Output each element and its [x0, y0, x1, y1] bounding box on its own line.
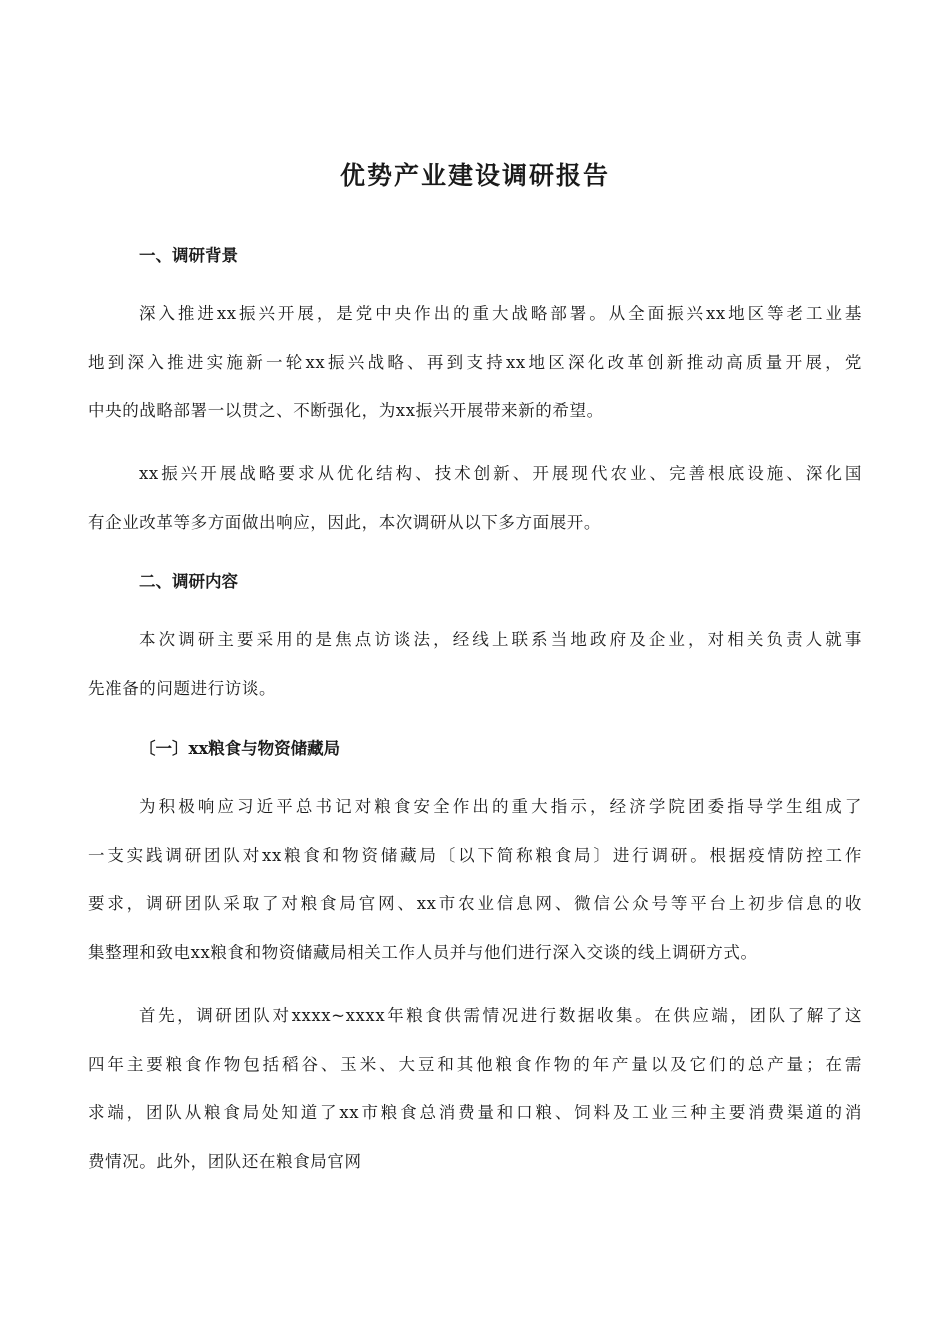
- text-line: 求端，团队从粮食局处知道了xx市粮食总消费量和口粮、饲料及工业三种主要消费渠道的消: [88, 1103, 862, 1122]
- paragraph-grain-bureau-1: [88, 783, 862, 977]
- text-line: 首先，调研团队对xxxx~xxxx年粮食供需情况进行数据收集。在供应端，团队了解了这: [139, 1006, 862, 1025]
- document-title: 优势产业建设调研报告: [339, 161, 610, 190]
- subsection-heading-grain-bureau: 〔一〕xx粮食与物资储藏局: [139, 739, 341, 758]
- text-line: 费情况。此外，团队还在粮食局官网: [88, 1151, 362, 1171]
- text-line: 中央的战略部署一以贯之、不断强化，为xx振兴开展带来新的希望。: [88, 401, 604, 420]
- text-line: 本次调研主要采用的是焦点访谈法，经线上联系当地政府及企业，对相关负责人就事: [139, 630, 862, 649]
- text-line: 一支实践调研团队对xx粮食和物资储藏局〔以下简称粮食局〕进行调研。根据疫情防控工作: [88, 845, 862, 865]
- text-line: 四年主要粮食作物包括稻谷、玉米、大豆和其他粮食作物的年产量以及它们的总产量；在需: [88, 1054, 862, 1074]
- section-heading-background: 一、调研背景: [139, 246, 238, 265]
- text-line: 深入推进xx振兴开展，是党中央作出的重大战略部署。从全面振兴xx地区等老工业基: [139, 304, 862, 323]
- paragraph-background-1: [88, 290, 862, 436]
- text-line: 为积极响应习近平总书记对粮食安全作出的重大指示，经济学院团委指导学生组成了: [139, 797, 862, 816]
- paragraph-grain-bureau-2: [88, 992, 862, 1186]
- paragraph-background-2: [88, 450, 862, 547]
- text-line: xx振兴开展战略要求从优化结构、技术创新、开展现代农业、完善根底设施、深化国: [139, 464, 862, 483]
- text-line: 集整理和致电xx粮食和物资储藏局相关工作人员并与他们进行深入交谈的线上调研方式。: [88, 942, 758, 962]
- text-line: 有企业改革等多方面做出响应，因此，本次调研从以下多方面展开。: [88, 512, 601, 532]
- section-heading-content: 二、调研内容: [139, 572, 238, 591]
- text-line: 先准备的问题进行访谈。: [88, 678, 277, 698]
- text-line: 要求，调研团队采取了对粮食局官网、xx市农业信息网、微信公众号等平台上初步信息的收: [88, 894, 862, 913]
- text-line: 地到深入推进实施新一轮xx振兴战略、再到支持xx地区深化改革创新推动高质量开展，党: [88, 352, 862, 372]
- paragraph-content-1: [88, 616, 862, 713]
